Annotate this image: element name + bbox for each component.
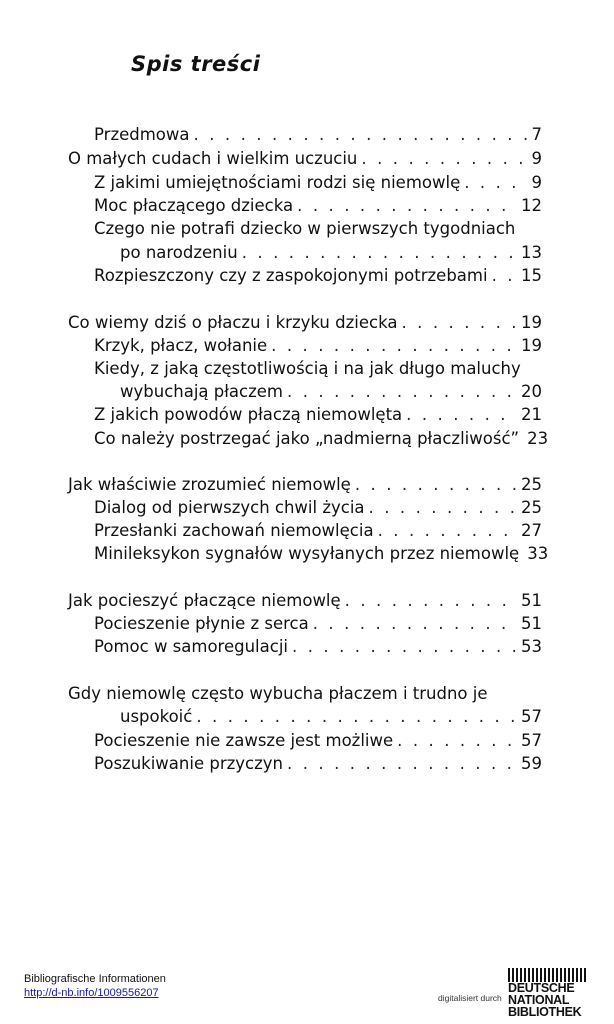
toc-entry (120, 707, 542, 727)
toc-entry (120, 382, 542, 402)
toc-leader-dots (401, 313, 517, 333)
toc-entry-title: Rozpieszczony czy z zaspokojonymi potrzebami (94, 266, 488, 285)
toc-leader-dots (355, 475, 517, 495)
dnb-logo-text (508, 982, 581, 1018)
toc-entry-page: 7 (531, 125, 542, 144)
toc-leader-dots (287, 382, 517, 402)
toc-entry-title: Moc płaczącego dziecka (94, 196, 294, 215)
toc-entry (68, 591, 542, 611)
toc-entry (68, 149, 542, 169)
toc-entry-title: Krzyk, płacz, wołanie (94, 336, 268, 355)
toc-entry-title-line1: Czego nie potrafi dziecko w pierwszych tygodniach (94, 219, 516, 238)
toc-entry-title: Przesłanki zachowań niemowlęcia (94, 521, 374, 540)
toc-leader-dots (292, 637, 517, 657)
toc-entry (120, 243, 542, 263)
toc-entry (94, 637, 542, 657)
toc-entry-title: Co wiemy dziś o płaczu i krzyku dziecka (68, 313, 398, 332)
toc-entry-title: Pocieszenie płynie z serca (94, 614, 309, 633)
toc-entry-title: Jak właściwie zrozumieć niemowlę (68, 475, 351, 494)
toc-entry-page: 25 (521, 475, 542, 494)
toc-entry-page: 57 (521, 731, 542, 750)
toc-entry (94, 266, 542, 286)
toc-entry-title: Z jakich powodów płaczą niemowlęta (94, 405, 403, 424)
toc-entry (68, 313, 542, 333)
toc-entry-title: uspokoić (120, 707, 193, 726)
toc-entry (94, 521, 542, 541)
toc-leader-dots (196, 707, 517, 727)
toc-leader-dots (378, 521, 517, 541)
toc-entry-page: 51 (521, 614, 542, 633)
toc-entry (94, 196, 542, 216)
toc-entry-page: 59 (521, 754, 542, 773)
toc-entry-title: Poszukiwanie przyczyn (94, 754, 283, 773)
toc-entry-page: 19 (521, 336, 542, 355)
toc-entry (94, 498, 542, 518)
toc-entry-page: 21 (521, 405, 542, 424)
toc-leader-dots (464, 173, 527, 193)
toc-entry-page: 12 (521, 196, 542, 215)
toc-entry-page: 9 (531, 173, 542, 192)
toc-entry-page: 19 (521, 313, 542, 332)
toc-entry-title: Pomoc w samoregulacji (94, 637, 288, 656)
toc-entry-page: 57 (521, 707, 542, 726)
bibliographic-label: Bibliografische Informationen (24, 973, 166, 985)
toc-entry-title: Pocieszenie nie zawsze jest możliwe (94, 731, 394, 750)
toc-leader-dots (361, 149, 527, 169)
bibliographic-link[interactable]: http://d-nb.info/1009556207 (24, 987, 159, 999)
toc-entry (94, 754, 542, 774)
toc-leader-dots (313, 614, 517, 634)
toc-entry-title: Minileksykon sygnałów wysyłanych przez niemowlę (94, 544, 520, 563)
toc-entry (94, 336, 542, 356)
dnb-logo-line: NATIONAL (508, 993, 570, 1007)
toc-entry-title: wybuchają płaczem (120, 382, 284, 401)
toc-entry-title: O małych cudach i wielkim uczuciu (68, 149, 358, 168)
toc-entry (94, 125, 542, 145)
toc-entry-title: Dialog od pierwszych chwil życia (94, 498, 365, 517)
toc-entry-title-line1: Gdy niemowlę często wybucha płaczem i trudno je (68, 684, 488, 703)
dnb-logo-line: BIBLIOTHEK (508, 1005, 582, 1019)
toc-entry-title: Co należy postrzegać jako „nadmierną płaczliwość” (94, 429, 520, 448)
toc-entry-page: 53 (521, 637, 542, 656)
toc-entry-page: 33 (527, 544, 549, 563)
toc-entry (94, 614, 542, 634)
toc-entry (94, 405, 542, 425)
toc-entry-page: 51 (521, 591, 542, 610)
toc-entry (94, 731, 542, 751)
bibliographic-info (24, 972, 166, 1000)
toc-entry-title: Jak pocieszyć płaczące niemowlę (68, 591, 341, 610)
page-title: Spis treści (131, 52, 261, 76)
toc-leader-dots (397, 731, 517, 751)
toc-leader-dots (492, 266, 517, 286)
toc-leader-dots (271, 336, 517, 356)
toc-entry-title-line1: Kiedy, z jaką częstotliwością i na jak długo maluchy (94, 359, 521, 378)
toc-leader-dots (194, 125, 528, 145)
toc-entry-page: 9 (531, 149, 542, 168)
digitized-by-label: digitalisiert durch (438, 993, 502, 1003)
toc-entry (94, 544, 549, 564)
toc-leader-dots (406, 405, 517, 425)
toc-entry-page: 23 (527, 429, 549, 448)
toc-entry-title: Przedmowa (94, 125, 190, 144)
toc-leader-dots (369, 498, 517, 518)
toc-entry (94, 173, 542, 193)
dnb-logo-bars (508, 968, 592, 982)
toc-entry (68, 475, 542, 495)
toc-entry (94, 429, 549, 449)
toc-entry-page: 27 (521, 521, 542, 540)
toc-entry-page: 13 (521, 243, 542, 262)
toc-entry-page: 20 (521, 382, 542, 401)
toc-leader-dots (287, 754, 517, 774)
toc-entry-page: 15 (521, 266, 542, 285)
toc-entry-title: po narodzeniu (120, 243, 238, 262)
toc-leader-dots (297, 196, 517, 216)
toc-entry-title: Z jakimi umiejętnościami rodzi się niemowlę (94, 173, 461, 192)
toc-leader-dots (242, 243, 517, 263)
dnb-logo (508, 968, 592, 1020)
toc-entry-page: 25 (521, 498, 542, 517)
dnb-logo-line: DEUTSCHE (508, 981, 575, 995)
toc-leader-dots (345, 591, 517, 611)
